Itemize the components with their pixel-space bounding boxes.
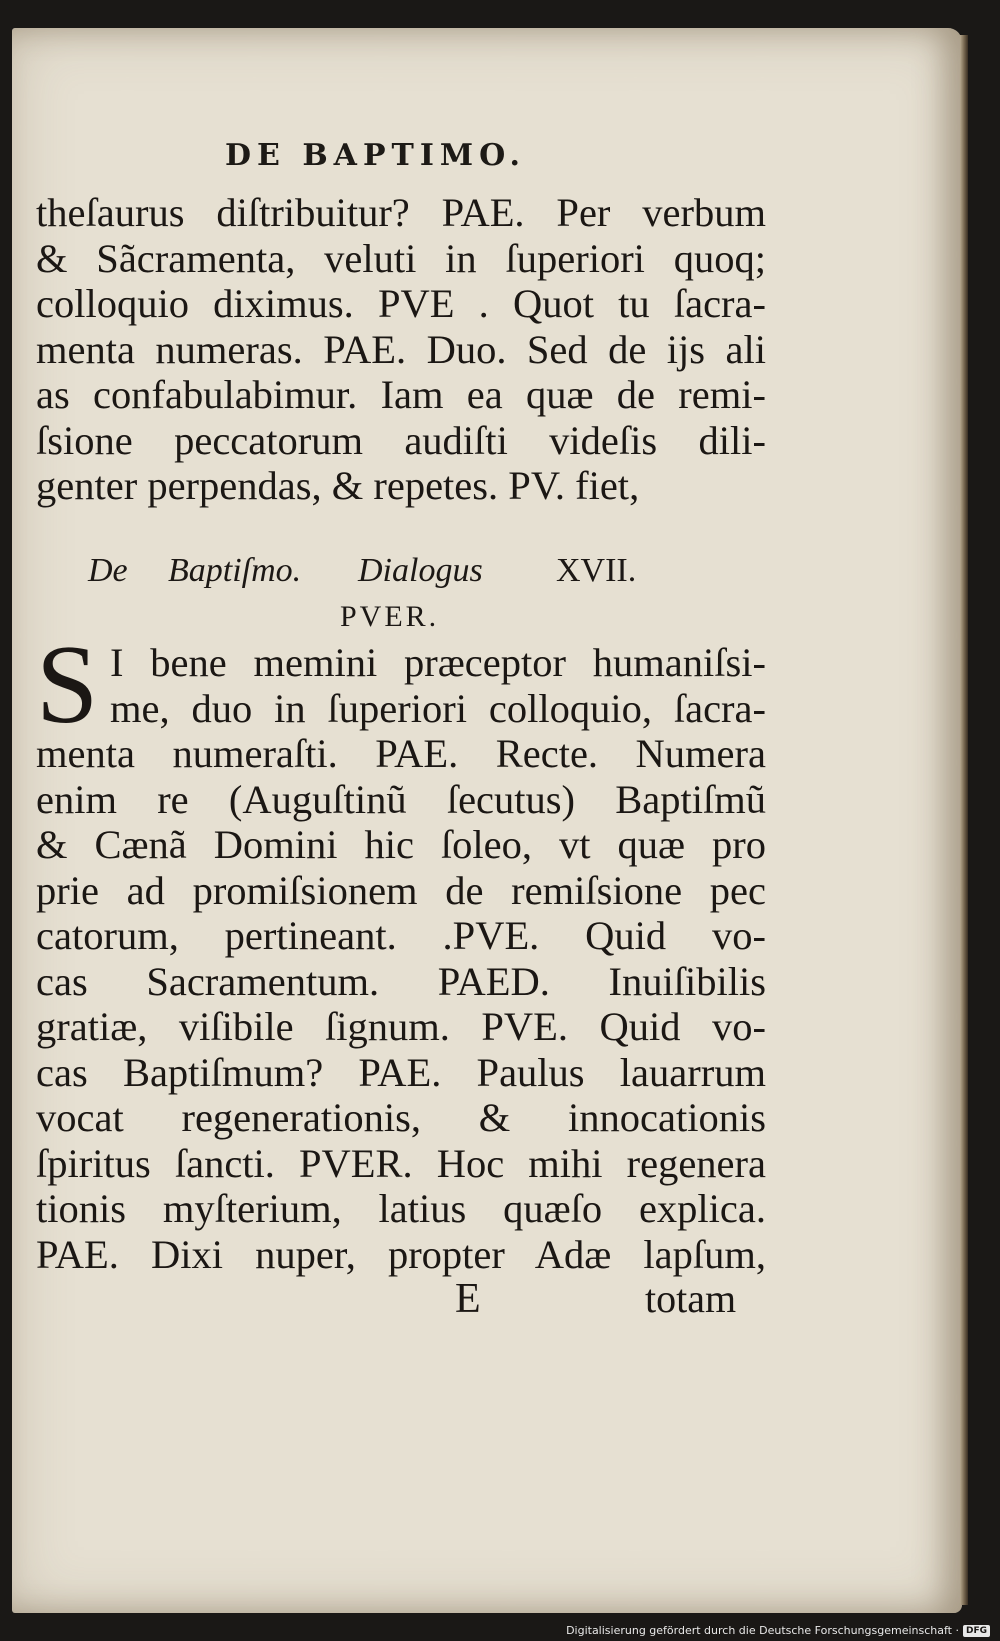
- text-line: cas Sacramentum. PAED. Inuiſibilis: [36, 958, 766, 1004]
- speaker-label: PVER.: [340, 600, 440, 633]
- dfg-logo-icon: DFG: [963, 1625, 990, 1637]
- text-line: ſpiritus ſancti. PVER. Hoc mihi regenera: [36, 1140, 766, 1186]
- dialogue-text-block: [36, 731, 766, 1277]
- heading-number: XVII.: [556, 552, 637, 589]
- footer-text: Digitalisierung gefördert durch die Deutsche Forschungsgemeinschaft ·: [566, 1624, 959, 1637]
- text-line: tionis myſterium, latius quæſo explica.: [36, 1186, 766, 1231]
- text-line: genter perpendas, & repetes. PV. fiet,: [36, 463, 640, 508]
- text-line: prie ad promiſsionem de remiſsione pec: [36, 867, 766, 913]
- signature-mark: E: [455, 1276, 481, 1322]
- page-edge: [960, 35, 968, 1605]
- text-line: enim re (Auguſtinũ ſecutus) Baptiſmũ: [36, 776, 766, 822]
- catchword: totam: [645, 1276, 737, 1321]
- top-text-block: [36, 190, 766, 509]
- text-line: & Cænã Domini hic ſoleo, vt quæ pro: [36, 822, 766, 867]
- text-line: theſaurus diſtribuitur? PAE. Per verbum: [36, 190, 766, 235]
- running-header: DE BAPTIMO.: [225, 138, 526, 173]
- text-line: vocat regenerationis, & innocationis: [36, 1095, 766, 1140]
- text-line: PAE. Dixi nuper, propter Adæ lapſum,: [36, 1231, 766, 1277]
- text-line: catorum, pertineant. .PVE. Quid vo-: [36, 913, 766, 958]
- text-line: I bene memini præceptor humaniſsi-: [110, 640, 766, 685]
- text-line: as confabulabimur. Iam ea quæ de remi-: [36, 372, 766, 417]
- text-line: gratiæ, viſibile ſignum. PVE. Quid vo-: [36, 1004, 766, 1049]
- dialogue-indented-block: [110, 640, 766, 731]
- text-line: menta numeras. PAE. Duo. Sed de ijs ali: [36, 326, 766, 372]
- digitization-footer: [566, 1624, 990, 1637]
- drop-cap: S: [36, 623, 99, 747]
- text-line: & Sãcramenta, veluti in ſuperiori quoq;: [36, 235, 766, 281]
- heading-baptismo: Baptiſmo.: [168, 552, 302, 589]
- text-line: me, duo in ſuperiori colloquio, ſacra-: [110, 685, 766, 731]
- heading-dialogus: Dialogus: [358, 552, 483, 589]
- text-line: cas Baptiſmum? PAE. Paulus lauarrum: [36, 1049, 766, 1095]
- text-line: colloquio diximus. PVE . Quot tu ſacra-: [36, 281, 766, 326]
- text-line: menta numeraſti. PAE. Recte. Numera: [36, 731, 766, 776]
- heading-de: De: [88, 552, 128, 589]
- text-line: ſsione peccatorum audiſti videſis dili-: [36, 417, 766, 463]
